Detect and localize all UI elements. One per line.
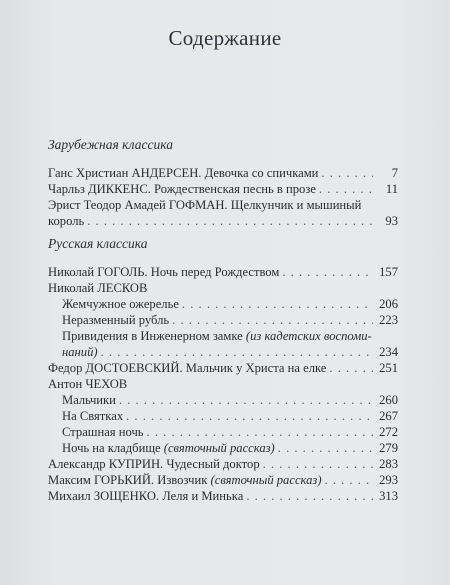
entry-page: 7 (391, 166, 398, 180)
entry-title: Чарльз ДИККЕНС. Рождественская песнь в прозе (48, 182, 316, 196)
toc-entry-andersen[interactable] (48, 166, 398, 182)
entry-title: Страшная ночь (62, 425, 144, 439)
leader-dots (319, 182, 373, 197)
entry-title: Александр КУПРИН. Чудесный доктор (48, 457, 260, 471)
toc-author-leskov (48, 281, 398, 297)
entry-title: Федор ДОСТОЕВСКИЙ. Мальчик у Христа на елке (48, 361, 327, 375)
leader-dots (325, 473, 373, 488)
toc-entry-leskov-2[interactable] (62, 313, 398, 329)
toc-entry-dostoevsky[interactable] (48, 361, 398, 377)
leader-dots (321, 166, 373, 181)
toc-entry-chekhov-4[interactable] (62, 441, 398, 457)
leader-dots (101, 345, 373, 360)
leader-dots (278, 441, 373, 456)
entry-page: 267 (379, 409, 398, 423)
entry-title: Жемчужное ожерелье (62, 297, 179, 311)
entry-title: Максим ГОРЬКИЙ. Извозчик (святочный рассказ) (48, 473, 322, 487)
toc-entry-chekhov-1[interactable] (62, 393, 398, 409)
entry-page: 283 (379, 457, 398, 471)
entry-note: (святочный рассказ) (163, 441, 275, 455)
leader-dots (147, 425, 373, 440)
leader-dots (172, 313, 373, 328)
entry-page: 260 (379, 393, 398, 407)
entry-page: 11 (385, 182, 398, 196)
entry-title: Неразменный рубль (62, 313, 170, 327)
leader-dots (126, 409, 373, 424)
entry-title: Привидения в Инженерном замке (из кадетских воспоми- (62, 329, 372, 343)
entry-page: 279 (379, 441, 398, 455)
leader-dots (87, 214, 373, 229)
leader-dots (119, 393, 373, 408)
entry-title: Ганс Христиан АНДЕРСЕН. Девочка со спичками (48, 166, 319, 180)
entry-title: Николай ГОГОЛЬ. Ночь перед Рождеством (48, 265, 280, 279)
entry-page: 223 (379, 313, 398, 327)
entry-page: 293 (379, 473, 398, 487)
leader-dots (246, 489, 373, 504)
toc-author-chekhov (48, 377, 398, 393)
entry-page: 234 (379, 345, 398, 359)
entry-page: 93 (385, 214, 398, 228)
toc-entry-chekhov-3[interactable] (62, 425, 398, 441)
toc-entry-gogol[interactable] (48, 265, 398, 281)
author-name: Антон ЧЕХОВ (48, 377, 128, 391)
toc-entry-dickens[interactable] (48, 182, 398, 198)
toc-entry-kuprin[interactable] (48, 457, 398, 473)
section-heading-russian: Русская классика (48, 236, 148, 251)
toc-entry-hoffmann-line1[interactable] (48, 198, 398, 214)
entry-title-continued: король (48, 214, 85, 228)
entry-title: Эрист Теодор Амадей ГОФМАН. Щелкунчик и мышиный (48, 198, 362, 212)
toc-entry-leskov-1[interactable] (62, 297, 398, 313)
toc-entry-hoffmann-line2[interactable] (48, 214, 398, 230)
author-name: Николай ЛЕСКОВ (48, 281, 148, 295)
entry-page: 272 (379, 425, 398, 439)
section-heading-foreign: Зарубежная классика (48, 137, 173, 152)
entry-title: Ночь на кладбище (святочный рассказ) (62, 441, 275, 455)
entry-title: На Святках (62, 409, 124, 423)
toc-entry-leskov-3-line2[interactable] (62, 345, 398, 361)
leader-dots (282, 265, 373, 280)
entry-page: 157 (379, 265, 398, 279)
toc-entry-gorky[interactable] (48, 473, 398, 489)
leader-dots (329, 361, 373, 376)
entry-title: Мальчики (62, 393, 116, 407)
entry-note: (святочный рассказ) (210, 473, 322, 487)
entry-title: Михаил ЗОЩЕНКО. Леля и Минька (48, 489, 244, 503)
entry-page: 313 (379, 489, 398, 503)
toc-entry-leskov-3-line1[interactable] (62, 329, 398, 345)
entry-page: 206 (379, 297, 398, 311)
toc-entry-chekhov-2[interactable] (62, 409, 398, 425)
leader-dots (263, 457, 373, 472)
toc-entry-zoshchenko[interactable] (48, 489, 398, 505)
leader-dots (182, 297, 373, 312)
entry-page: 251 (379, 361, 398, 375)
page-title: Содержание (168, 26, 282, 50)
entry-title-continued: наний) (62, 345, 98, 359)
entry-note: (из кадетских воспоми- (245, 329, 372, 343)
